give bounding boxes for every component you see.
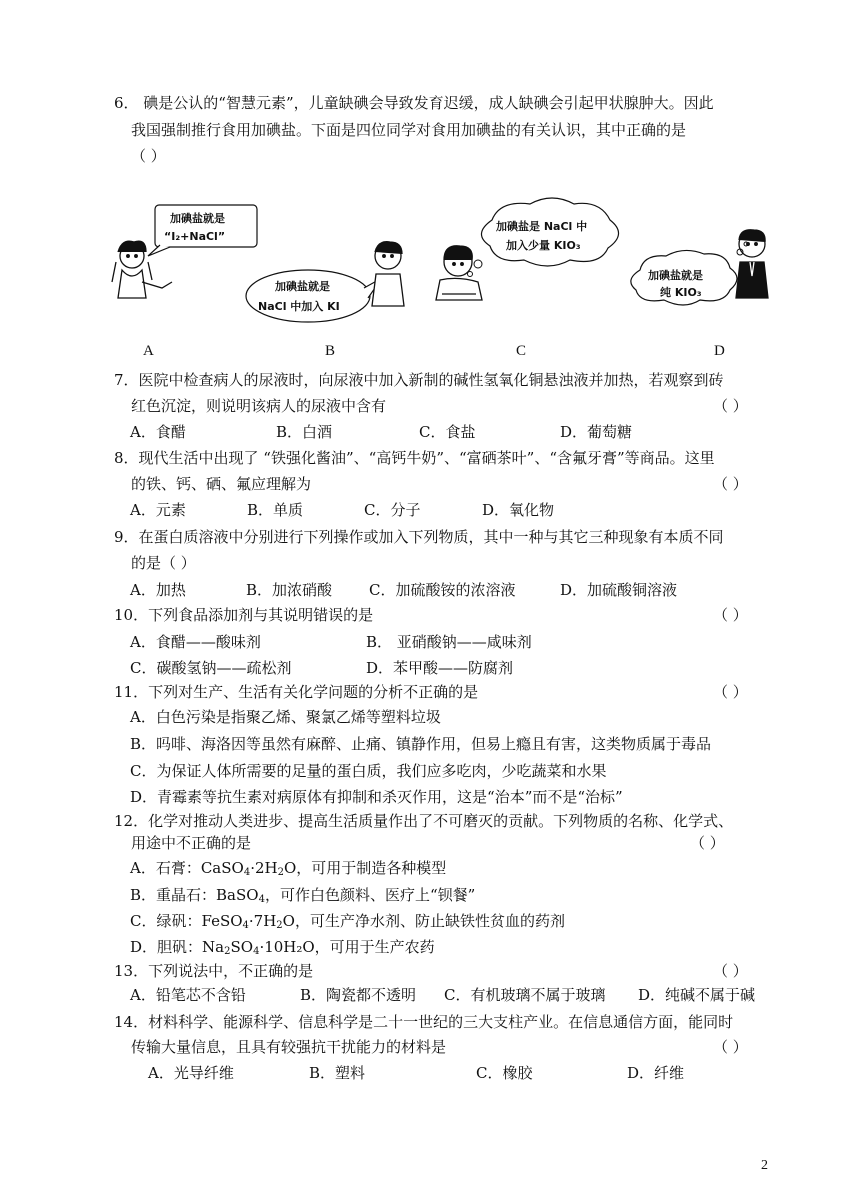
bubble-c (468, 198, 619, 277)
q11-option-a: A．白色污染是指聚乙烯、聚氯乙烯等塑料垃圾 (130, 708, 441, 726)
figure-label-b: B (325, 343, 336, 359)
q14-line-2: 传输大量信息，且具有较强抗干扰能力的材料是 (131, 1038, 447, 1056)
q9-option-b: B．加浓硝酸 (246, 581, 333, 599)
q12-line-1: 12．化学对推动人类进步、提高生活质量作出了不可磨灭的贡献。下列物质的名称、化学式、 (114, 812, 734, 830)
bubble-a-line-2: “I₂+NaCl” (164, 230, 226, 243)
q7-option-a: A．食醋 (130, 423, 186, 441)
bubble-d (631, 242, 748, 305)
q10-option-a: A．食醋——酸味剂 (130, 633, 261, 651)
bubble-b-line-2: NaCl 中加入 KI (258, 300, 340, 313)
q9-line-1: 9．在蛋白质溶液中分别进行下列操作或加入下列物质，其中一种与其它三种现象有本质不同 (114, 528, 724, 546)
q8-answer-bracket: （ ） (713, 475, 748, 493)
q6-line-2: 我国强制推行食用加碘盐。下面是四位同学对食用加碘盐的有关认识，其中正确的是 (131, 121, 687, 139)
q11-line-1: 11．下列对生产、生活有关化学问题的分析不正确的是 (114, 683, 479, 701)
bubble-a (148, 205, 257, 256)
figure-label-d: D (714, 343, 725, 359)
figure-label-c: C (516, 343, 527, 359)
q9-option-d: D．加硫酸铜溶液 (560, 581, 678, 599)
q7-option-d: D．葡萄糖 (560, 423, 633, 441)
student-b-figure (372, 242, 404, 306)
q13-option-d: D．纯碱不属于碱 (638, 986, 756, 1004)
q10-answer-bracket: （ ） (713, 606, 748, 624)
student-d-figure (736, 230, 768, 298)
figure-label-a: A (143, 343, 154, 359)
q14-option-d: D．纤维 (627, 1064, 685, 1082)
q14-option-c: C．橡胶 (476, 1064, 533, 1082)
q8-option-d: D．氧化物 (482, 501, 555, 519)
q6-line-1: 6． 碘是公认的“智慧元素”，儿童缺碘会导致发育迟缓，成人缺碘会引起甲状腺肿大。因此 (114, 94, 714, 112)
q10-option-c: C．碳酸氢钠——疏松剂 (130, 659, 292, 677)
q13-answer-bracket: （ ） (713, 962, 748, 980)
q11-option-c: C．为保证人体所需要的足量的蛋白质，我们应多吃肉，少吃蔬菜和水果 (130, 762, 607, 780)
figure-labels (0, 343, 860, 363)
q7-answer-bracket: （ ） (713, 397, 748, 415)
bubble-a-line-1: 加碘盐就是 (170, 212, 225, 225)
q8-line-2: 的铁、钙、硒、氟应理解为 (131, 475, 312, 493)
q12-option-d: D．胆矾：$Na_2SO_4\cdot 10H_2O$，可用于生产农药 (130, 938, 435, 957)
q8-option-a: A．元素 (130, 501, 186, 519)
q8-option-b: B．单质 (247, 501, 304, 519)
q13-option-a: A．铅笔芯不含铅 (130, 986, 246, 1004)
q7-line-1: 7．医院中检查病人的尿液时，向尿液中加入新制的碱性氢氧化铜悬浊液并加热，若观察到砖 (114, 371, 724, 389)
q14-line-1: 14．材料科学、能源科学、信息科学是二十一世纪的三大支柱产业。在信息通信方面，能同时 (114, 1013, 734, 1031)
student-c-figure (436, 246, 482, 300)
q10-option-b: B． 亚硝酸钠——咸味剂 (366, 633, 532, 651)
q8-option-c: C．分子 (364, 501, 421, 519)
q13-option-b: B．陶瓷都不透明 (300, 986, 417, 1004)
bubble-c-line-2: 加入少量 KIO₃ (506, 239, 581, 252)
iodized-salt-figure (100, 190, 780, 340)
q14-answer-bracket: （ ） (713, 1038, 748, 1056)
bubble-b (246, 270, 382, 322)
q11-option-d: D．青霉素等抗生素对病原体有抑制和杀灭作用，这是“治本”而不是“治标” (130, 788, 623, 806)
q9-line-2: 的是（ ） (131, 554, 196, 572)
q13-line-1: 13．下列说法中，不正确的是 (114, 962, 314, 980)
bubble-d-line-1: 加碘盐就是 (648, 269, 703, 282)
q9-option-a: A．加热 (130, 581, 186, 599)
q12-answer-bracket: （ ） (690, 834, 725, 852)
q7-option-b: B．白酒 (276, 423, 333, 441)
page-number: 2 (761, 1158, 768, 1173)
bubble-d-line-2: 纯 KIO₃ (660, 286, 702, 299)
q7-option-c: C．食盐 (419, 423, 476, 441)
q12-line-2: 用途中不正确的是 (131, 834, 252, 852)
q12-option-b: B．重晶石：BaSO$_4$，可作白色颜料、医疗上“钡餐” (130, 886, 476, 905)
q11-option-b: B．吗啡、海洛因等虽然有麻醉、止痛、镇静作用，但易上瘾且有害，这类物质属于毒品 (130, 735, 712, 753)
q10-line-1: 10．下列食品添加剂与其说明错误的是 (114, 606, 374, 624)
q13-option-c: C．有机玻璃不属于玻璃 (444, 986, 606, 1004)
q11-answer-bracket: （ ） (713, 683, 748, 701)
q14-option-a: A．光导纤维 (148, 1064, 234, 1082)
q9-option-c: C．加硫酸铵的浓溶液 (369, 581, 516, 599)
q6-answer-bracket: （ ） (131, 147, 166, 165)
bubble-b-line-1: 加碘盐就是 (275, 280, 330, 293)
q7-line-2: 红色沉淀，则说明该病人的尿液中含有 (131, 397, 387, 415)
q10-option-d: D．苯甲酸——防腐剂 (366, 659, 514, 677)
q12-option-c: C．绿矾：$FeSO_4\cdot 7H_2O$，可生产净水剂、防止缺铁性贫血的药剂 (130, 912, 565, 931)
q14-option-b: B．塑料 (309, 1064, 366, 1082)
bubble-c-line-1: 加碘盐是 NaCl 中 (496, 220, 588, 233)
q8-line-1: 8．现代生活中出现了 “铁强化酱油”、“高钙牛奶”、“富硒茶叶”、“含氟牙膏”等商品。这里 (114, 449, 715, 467)
q12-option-a: A．石膏：$CaSO_4\cdot 2H_2O$，可用于制造各种模型 (130, 859, 447, 878)
